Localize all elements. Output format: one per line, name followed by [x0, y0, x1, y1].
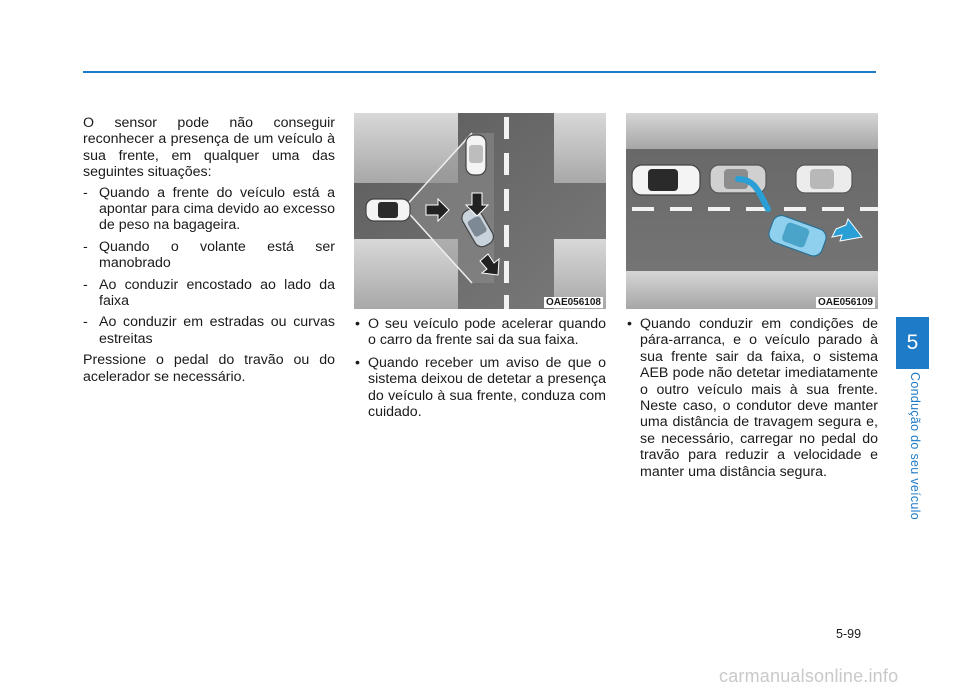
outro-paragraph: Pressione o pedal do travão ou do acelerador se necessário.	[83, 352, 335, 385]
own-car	[366, 199, 410, 221]
figure-stop-and-go	[626, 113, 878, 309]
bullet-list-item	[354, 355, 606, 421]
bullet-item-text: Quando receber um aviso de que o sistema deixou de detetar a presença do veículo à sua frente, conduza com cuidado.	[368, 354, 606, 421]
dash-list-item	[83, 185, 335, 234]
dash-marker: -	[83, 184, 88, 201]
dash-item-text: Ao conduzir em estradas ou curvas estreitas	[99, 314, 335, 347]
chapter-tab: 5	[896, 317, 929, 369]
dash-item-text: Ao conduzir encostado ao lado da faixa	[99, 276, 335, 310]
dash-item-text: Quando a frente do veículo está a apontar para cima devido ao excesso de peso na bagageira.	[99, 184, 335, 234]
header-rule	[83, 71, 876, 73]
dash-marker: -	[83, 276, 88, 293]
intersection-illustration	[354, 113, 606, 309]
stop-and-go-illustration	[626, 113, 878, 309]
intro-paragraph: O sensor pode não conseguir reconhecer a presença de um veículo à sua frente, em qualquer uma das seguintes situações:	[83, 115, 335, 181]
watermark: carmanualsonline.info	[719, 666, 899, 686]
dash-list-item	[83, 239, 335, 272]
figure-intersection	[354, 113, 606, 309]
figure-code: OAE056108	[545, 297, 601, 308]
own-car	[632, 165, 700, 195]
roadside-top	[626, 113, 878, 149]
page-number: 5-99	[836, 627, 862, 641]
dash-list-item	[83, 277, 335, 310]
figure-code: OAE056109	[817, 297, 873, 308]
dash-marker: -	[83, 238, 88, 255]
vehicle-further-ahead	[796, 165, 852, 193]
bullet-list-item	[626, 316, 878, 480]
bullet-item-text: O seu veículo pode acelerar quando o carro da frente sai da sua faixa.	[368, 316, 606, 349]
dash-item-text: Quando o volante está ser manobrado	[99, 238, 335, 272]
crossing-car	[466, 135, 486, 175]
bullet-marker: •	[627, 316, 632, 332]
bullet-marker: •	[355, 354, 360, 371]
bullet-item-text: Quando conduzir em condições de pára-arranca, e o veículo parado à sua frente sair da faixa, o sistema AEB pode não detetar imediatamente o outro veículo mais à sua frente. Neste caso, o condutor deve manter uma distância de travagem segura e, se necessário, carregar no pedal do travão para reduzir a velocidade e manter uma distância segura.	[640, 316, 878, 480]
corner-block-top-right	[554, 113, 606, 183]
bullet-list-item	[354, 316, 606, 349]
dash-marker: -	[83, 314, 88, 331]
column-3-text	[626, 316, 878, 486]
chapter-title: Condução do seu veículo	[908, 372, 922, 520]
column-2-text	[354, 316, 606, 426]
bullet-marker: •	[355, 316, 360, 332]
column-1-text	[83, 115, 335, 389]
dash-list-item	[83, 314, 335, 347]
